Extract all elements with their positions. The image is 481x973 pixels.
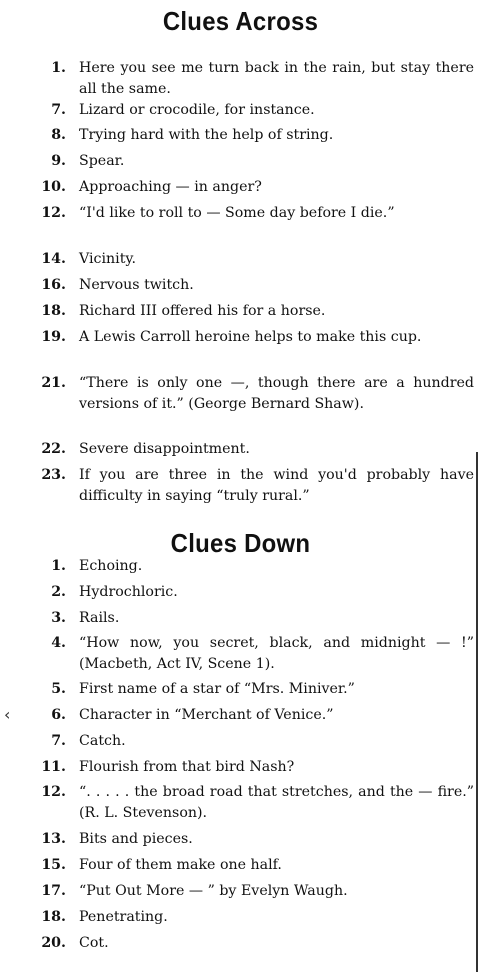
down-clue-18: [26, 907, 474, 928]
across-clue-14: [26, 249, 474, 270]
clue-text: Hydrochloric.: [79, 584, 178, 600]
clue-number: 1.: [51, 558, 66, 574]
across-clue-16: [26, 275, 474, 296]
clue-number: 13.: [41, 831, 66, 847]
down-clue-3: [26, 608, 474, 629]
down-clue-5: [26, 679, 474, 700]
clue-number: 10.: [41, 179, 66, 195]
clue-text: Severe disappointment.: [79, 441, 250, 457]
clue-number: 15.: [41, 857, 66, 873]
clue-text: Lizard or crocodile, for instance.: [79, 102, 315, 118]
clue-number: 2.: [51, 584, 66, 600]
down-clue-11: [26, 757, 474, 778]
clue-text: Character in “Merchant of Venice.”: [79, 707, 334, 723]
across-clue-1: [26, 58, 474, 100]
clue-number: 7.: [51, 733, 66, 749]
clue-text: Flourish from that bird Nash?: [79, 759, 295, 775]
across-clue-7: [26, 100, 474, 121]
clue-number: 9.: [51, 153, 66, 169]
clue-number: 23.: [41, 467, 66, 483]
clue-text: First name of a star of “Mrs. Miniver.”: [79, 681, 355, 697]
across-clue-9: [26, 151, 474, 172]
clue-number: 20.: [41, 935, 66, 951]
clue-number: 22.: [41, 441, 66, 457]
clue-number: 21.: [41, 375, 66, 391]
down-clue-15: [26, 855, 474, 876]
clue-text: “. . . . . the broad road that stretches, and the — fire.” (R. L. Stevenson).: [79, 784, 474, 821]
clue-number: 19.: [41, 329, 66, 345]
clue-text: Approaching — in anger?: [79, 179, 262, 195]
clue-text: Penetrating.: [79, 909, 168, 925]
clue-text: Cot.: [79, 935, 109, 951]
clue-number: 3.: [51, 610, 66, 626]
across-clue-21: [26, 373, 474, 415]
across-clue-12: [26, 203, 474, 224]
down-clue-12: [26, 782, 474, 824]
clue-number: 16.: [41, 277, 66, 293]
clue-text: Rails.: [79, 610, 120, 626]
clue-text: Here you see me turn back in the rain, but stay there all the same.: [79, 60, 474, 97]
clues-across-heading: Clues Across: [162, 6, 319, 36]
clue-text: Trying hard with the help of string.: [79, 127, 334, 143]
clue-number: 14.: [41, 251, 66, 267]
across-clue-22: [26, 439, 474, 460]
across-clue-18: [26, 301, 474, 322]
clue-number: 7.: [51, 102, 66, 118]
down-clue-2: [26, 582, 474, 603]
down-clue-20: [26, 933, 474, 954]
across-clue-23: [26, 465, 474, 507]
clue-number: 12.: [41, 784, 66, 800]
down-clue-4: [26, 633, 474, 675]
clue-text: Echoing.: [79, 558, 143, 574]
across-clue-8: [26, 125, 474, 146]
clue-text: If you are three in the wind you'd probably have difficulty in saying “truly rural.”: [79, 467, 474, 504]
clue-text: A Lewis Carroll heroine helps to make this cup.: [79, 329, 422, 345]
clue-number: 18.: [41, 909, 66, 925]
clue-number: 4.: [51, 635, 66, 651]
clue-text: “There is only one —, though there are a hundred versions of it.” (George Bernard Shaw).: [79, 375, 474, 412]
clue-number: 5.: [51, 681, 66, 697]
clue-number: 17.: [41, 883, 66, 899]
clue-text: Bits and pieces.: [79, 831, 193, 847]
clue-text: Catch.: [79, 733, 126, 749]
clue-text: “How now, you secret, black, and midnight — !” (Macbeth, Act IV, Scene 1).: [79, 635, 474, 672]
across-clue-19: [26, 327, 474, 348]
stray-mark: ‹: [4, 705, 11, 724]
down-clue-1: [26, 556, 474, 577]
clue-text: Richard III offered his for a horse.: [79, 303, 326, 319]
clue-number: 6.: [51, 707, 66, 723]
clue-text: Nervous twitch.: [79, 277, 194, 293]
clue-number: 12.: [41, 205, 66, 221]
across-clue-10: [26, 177, 474, 198]
down-clue-17: [26, 881, 474, 902]
clues-down-heading: Clues Down: [170, 528, 311, 558]
clue-text: Vicinity.: [79, 251, 137, 267]
clue-text: Spear.: [79, 153, 125, 169]
clue-text: “I'd like to roll to — Some day before I die.”: [79, 205, 395, 221]
clue-text: Four of them make one half.: [79, 857, 282, 873]
down-clue-6: [26, 705, 474, 726]
down-clue-7: [26, 731, 474, 752]
clue-number: 18.: [41, 303, 66, 319]
column-rule: [476, 452, 478, 972]
clue-number: 8.: [51, 127, 66, 143]
clue-text: “Put Out More — ” by Evelyn Waugh.: [79, 883, 348, 899]
clue-number: 11.: [41, 759, 66, 775]
down-clue-13: [26, 829, 474, 850]
clue-number: 1.: [51, 60, 66, 76]
